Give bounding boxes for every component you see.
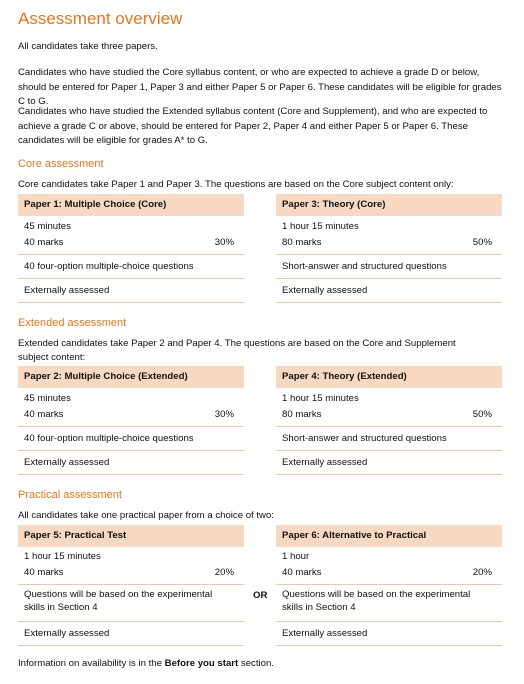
paper-6-marks-row xyxy=(282,565,492,581)
divider xyxy=(18,645,244,646)
paper-6-box xyxy=(276,525,502,647)
practical-heading: Practical assessment xyxy=(18,489,122,501)
paper-4-title: Paper 4: Theory (Extended) xyxy=(276,366,502,388)
paper-5-marks-row xyxy=(24,565,234,581)
paper-1-box xyxy=(18,194,244,304)
divider xyxy=(18,474,244,475)
before-you-start-reference: Before you start xyxy=(164,658,239,669)
divider xyxy=(18,584,244,585)
paper-5-duration: 1 hour 15 minutes xyxy=(24,551,101,562)
paper-5-percent: 20% xyxy=(214,567,234,578)
paper-3-percent: 50% xyxy=(472,237,492,248)
paper-2-marks-row xyxy=(24,407,234,423)
paper-3-assessment: Externally assessed xyxy=(282,285,368,296)
or-label: OR xyxy=(253,590,268,601)
paper-4-assessment: Externally assessed xyxy=(282,457,368,468)
paper-4-box xyxy=(276,366,502,476)
core-heading: Core assessment xyxy=(18,158,104,170)
divider xyxy=(276,254,502,255)
extended-heading: Extended assessment xyxy=(18,317,127,329)
paper-5-description: Questions will be based on the experimental skills in Section 4 xyxy=(24,589,213,613)
intro-paragraph-2: Candidates who have studied the Core syllabus content, or who are expected to achieve a grade D or below, should be entered for Paper 1, Paper 3 and either Paper 5 or Paper 6. These candidates will be eligible for grades C to G. xyxy=(18,67,502,107)
divider xyxy=(276,645,502,646)
divider xyxy=(18,302,244,303)
paper-3-box xyxy=(276,194,502,304)
paper-1-marks: 40 marks xyxy=(24,237,64,248)
divider xyxy=(18,621,244,622)
core-intro: Core candidates take Paper 1 and Paper 3. The questions are based on the Core subject content only: xyxy=(18,179,454,190)
extended-intro: Extended candidates take Paper 2 and Paper 4. The questions are based on the Core and Supplement subject content: xyxy=(18,338,456,363)
divider xyxy=(18,450,244,451)
paper-1-marks-row xyxy=(24,235,234,251)
paper-4-marks: 80 marks xyxy=(282,409,322,420)
paper-6-title: Paper 6: Alternative to Practical xyxy=(276,525,502,547)
paper-1-percent: 30% xyxy=(214,237,234,248)
paper-5-title: Paper 5: Practical Test xyxy=(18,525,244,547)
paper-2-box xyxy=(18,366,244,476)
paper-4-duration: 1 hour 15 minutes xyxy=(282,393,359,404)
paper-3-marks: 80 marks xyxy=(282,237,322,248)
paper-5-assessment: Externally assessed xyxy=(24,628,110,639)
paper-2-marks: 40 marks xyxy=(24,409,64,420)
intro-paragraph-1: All candidates take three papers. xyxy=(18,41,158,52)
divider xyxy=(18,278,244,279)
paper-3-description: Short-answer and structured questions xyxy=(282,261,447,272)
footer-text-after: section. xyxy=(238,658,274,669)
paper-3-duration: 1 hour 15 minutes xyxy=(282,221,359,232)
paper-1-title: Paper 1: Multiple Choice (Core) xyxy=(18,194,244,216)
divider xyxy=(276,621,502,622)
paper-5-box xyxy=(18,525,244,647)
paper-5-marks: 40 marks xyxy=(24,567,64,578)
paper-4-description: Short-answer and structured questions xyxy=(282,433,447,444)
practical-intro: All candidates take one practical paper from a choice of two: xyxy=(18,510,274,521)
paper-2-assessment: Externally assessed xyxy=(24,457,110,468)
paper-6-assessment: Externally assessed xyxy=(282,628,368,639)
paper-6-marks: 40 marks xyxy=(282,567,322,578)
paper-2-percent: 30% xyxy=(214,409,234,420)
paper-1-description: 40 four-option multiple-choice questions xyxy=(24,261,194,272)
footer-text-before: Information on availability is in the xyxy=(18,658,165,669)
paper-6-percent: 20% xyxy=(472,567,492,578)
page-title: Assessment overview xyxy=(18,9,183,28)
divider xyxy=(276,278,502,279)
divider xyxy=(276,584,502,585)
divider xyxy=(18,254,244,255)
paper-1-assessment: Externally assessed xyxy=(24,285,110,296)
divider xyxy=(276,474,502,475)
divider xyxy=(276,450,502,451)
paper-2-duration: 45 minutes xyxy=(24,393,71,404)
divider xyxy=(18,426,244,427)
paper-4-percent: 50% xyxy=(472,409,492,420)
paper-2-description: 40 four-option multiple-choice questions xyxy=(24,433,194,444)
divider xyxy=(276,302,502,303)
intro-paragraph-3: Candidates who have studied the Extended syllabus content (Core and Supplement), and who are expected to achieve a grade C or above, should be entered for Paper 2, Paper 4 and either Paper 5 or Paper 6. These candidates will be eligible for grades A* to G. xyxy=(18,106,488,146)
paper-6-description: Questions will be based on the experimental skills in Section 4 xyxy=(282,589,471,613)
divider xyxy=(276,426,502,427)
paper-2-title: Paper 2: Multiple Choice (Extended) xyxy=(18,366,244,388)
paper-3-marks-row xyxy=(282,235,492,251)
paper-3-title: Paper 3: Theory (Core) xyxy=(276,194,502,216)
footer-note xyxy=(18,658,274,669)
paper-4-marks-row xyxy=(282,407,492,423)
paper-1-duration: 45 minutes xyxy=(24,221,71,232)
paper-6-duration: 1 hour xyxy=(282,551,310,562)
